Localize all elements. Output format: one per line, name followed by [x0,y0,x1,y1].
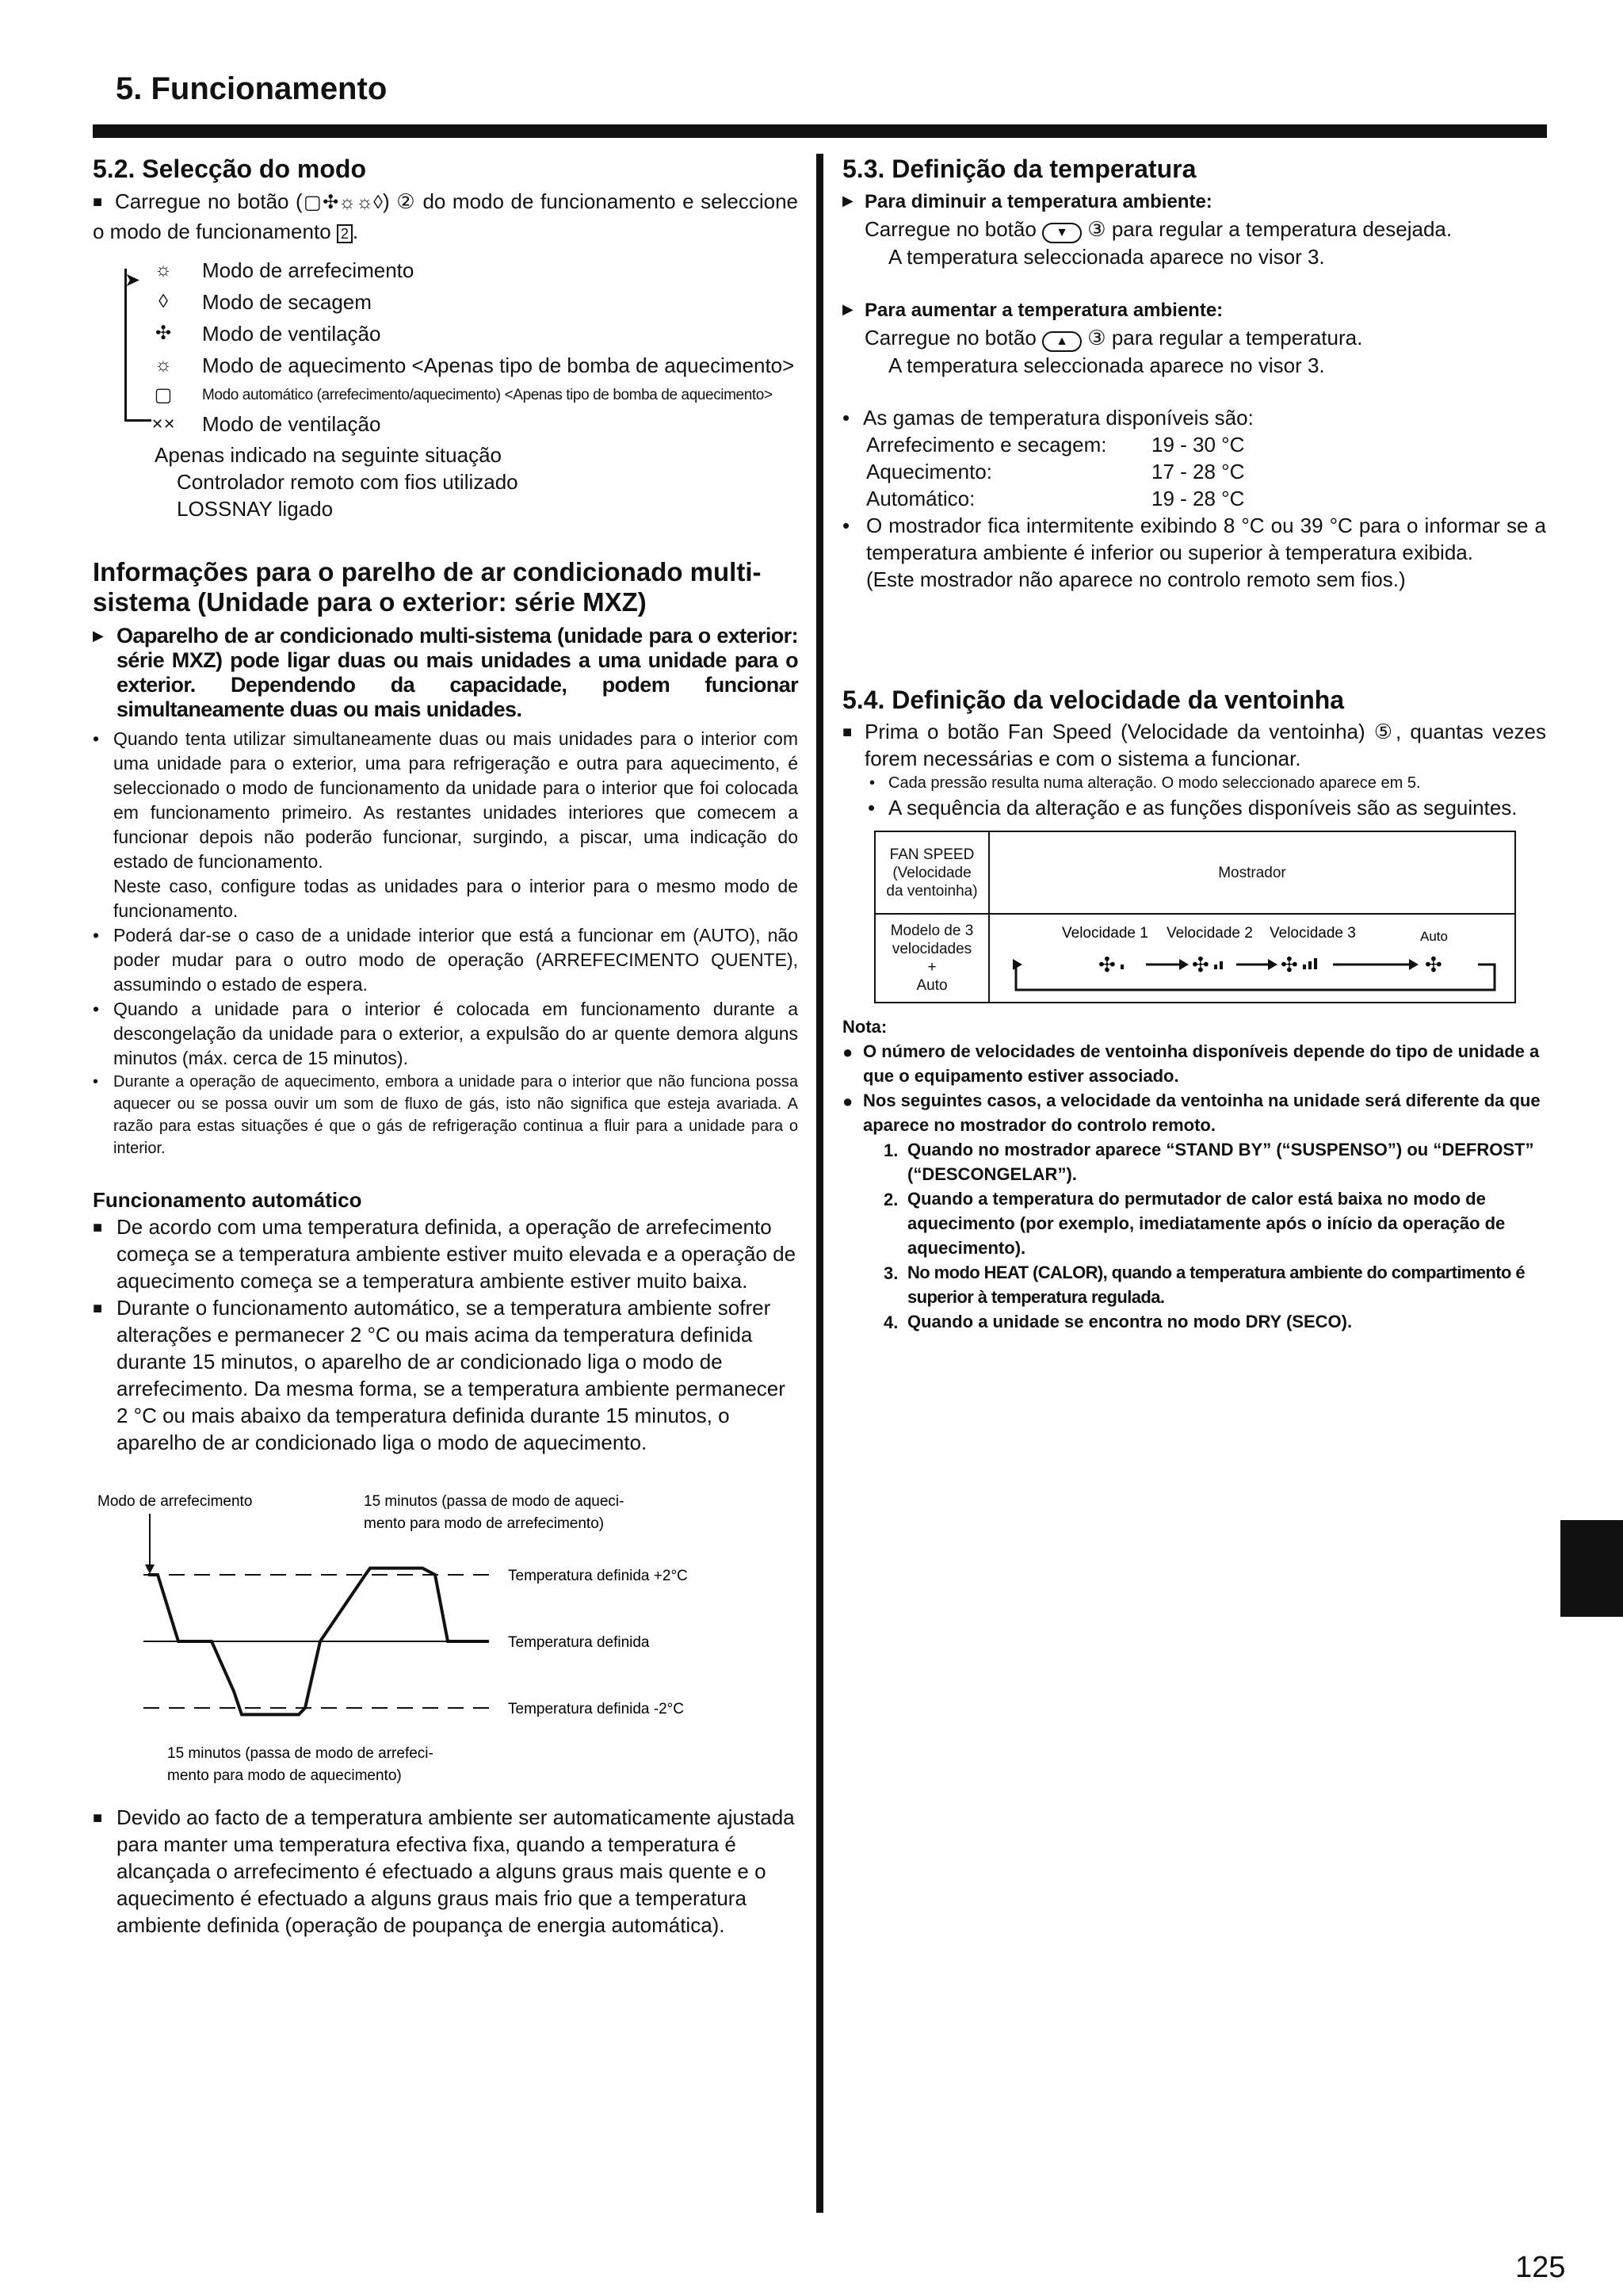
mode-cycle-list [93,256,798,436]
temp-down-button-icon: ▼ [1042,223,1082,243]
chart-label-15min-cool-2: mento para modo de arrefecimento) [364,1515,605,1532]
mode-button-icons: ▢✣☼☼◊ [302,192,384,213]
fan-speed-section [842,685,1546,1334]
column-divider [816,154,823,2213]
temp-down-title: ▶ Para diminuir a temperatura ambiente: [842,187,1546,216]
list-item: • Quando a unidade para o interior é colocada em funcionamento durante a descongelação da unidade para o exterior, a expulsão do ar quente demora alguns minutos (máx. cerca de 15 minutos). [93,999,798,1068]
mode-section-title: 5.2. Selecção do modo [93,155,366,183]
square-bullet-icon [842,718,865,746]
fan-press-note: • Cada pressão resulta numa alteração. O modo seleccionado aparece em 5. [869,774,1421,792]
mode-selection-section [93,154,798,522]
fan-speed-1-label: Velocidade 1 [1062,925,1148,942]
mode-item-cool: ☼ Modo de arrefecimento [151,256,414,285]
list-item: 3. No modo HEAT (CALOR), quando a temperatura ambiente do compartimento é superior à temperatura regulada. [884,1263,1525,1307]
temp-up-title: ▶ Para aumentar a temperatura ambiente: [842,296,1546,324]
fan-table-row-left: Modelo de 3 velocidades + Auto [875,914,989,1003]
page-number: 125 [1515,2251,1566,2284]
fan-speed-1-icon: ✣ [1098,953,1116,976]
temp-up-display-note: A temperatura seleccionada aparece no visor 3. [888,353,1325,377]
multi-system-notes [93,727,798,1159]
temperature-section [842,154,1546,593]
ventilation-mode-icon: ✕✕ [151,416,176,432]
chart-level-label: Temperatura definida [508,1634,650,1651]
chart-level-label: Temperatura definida +2°C [508,1568,688,1584]
list-item: • Quando tenta utilizar simultaneamente duas ou mais unidades para o interior com uma unidade para o exterior, uma para refrigeração e outra para aquecimento, é seleccionado o modo de funcionamento da unidade para o interior que foi colocada em funcionamento primeiro. As restantes unidades interiores que comecem a funcionar depois não poderão funcionar, surgindo, a piscar, uma indicação do estado de funcionamento. Neste caso, configure todas as unidades para o interior para o mesmo modo de funcionamento. [93,728,798,921]
section-tab-marker [1560,1520,1623,1617]
chart-pointer-arrowhead [145,1564,155,1574]
chart-label-15min-heat-2: mento para modo de aquecimento) [167,1767,402,1784]
nota-title: Nota: [842,1017,888,1037]
list-item: • O mostrador fica intermitente exibindo 8 °C ou 39 °C para o informar se a temperatura ambiente é inferior ou superior à temperatura exibida. (Este mostrador não aparece no controlo remoto sem fios.) [842,514,1546,591]
auto-operation-title: Funcionamento automático [93,1188,362,1212]
fan-mode-icon: ✣ [155,323,172,344]
multi-system-title: Informações para o parelho de ar condicionado multi-sistema (Unidade para o exterior: série MXZ) [93,557,762,617]
fan-table-head-right: Mostrador [989,831,1515,914]
dry-mode-icon: ◊ [158,291,168,312]
auto-mode-icon: ▢ [154,384,173,406]
fan-speed-2-label: Velocidade 2 [1167,925,1253,942]
temp-up-instruction: Carregue no botão ▲ ③ para regular a temperatura. [842,324,1546,352]
temp-up-button-icon: ▲ [1042,331,1082,352]
fan-notes [842,1014,1546,1334]
fan-speed-section-title: 5.4. Definição da velocidade da ventoinha [842,686,1345,714]
temp-down-display-note: A temperatura seleccionada aparece no visor 3. [888,245,1325,269]
triangle-bullet-icon [842,191,865,212]
multi-system-section [93,557,798,1159]
multi-system-lead: ▶ Oaparelho de ar condicionado multi-sistema (unidade para o exterior: série MXZ) pode ligar duas ou mais unidades a uma unidade para o exterior. Dependendo da capacidade, podem funcionar simultaneamente duas ou mais unidades. [93,624,798,722]
heat-mode-icon: ☼ [155,354,172,376]
fan-auto-label: Auto [1420,929,1448,944]
chart-label-15min-cool-1: 15 minutos (passa de modo de aqueci- [364,1493,624,1510]
fan-speed-2-icon: ✣ [1192,953,1209,976]
mode-item-dry: ◊ Modo de secagem [151,288,372,316]
temp-ranges [842,404,1546,593]
fan-cycle-arrowhead [1013,959,1022,970]
temp-range-table: Arrefecimento e secagem: 19 - 30 °C Aquecimento: 17 - 28 °C Automático: 19 - 28 °C [866,433,1245,510]
energy-saving-note [93,1804,798,1939]
cycle-arrow-icon: ➤ [124,269,141,291]
list-item: ■ Devido ao facto de a temperatura ambiente ser automaticamente ajustada para manter uma temperatura efectiva fixa, quando a temperatura é alcançada o arrefecimento é efectuado a alguns graus mais quente e o aquecimento é efectuado a alguns graus mais frio que a temperatura ambiente definida (operação de poupança de energia automática). [93,1804,798,1939]
temp-down-instruction: Carregue no botão ▼ ③ para regular a temperatura desejada. [842,216,1546,243]
mode-item-heat: ☼ Modo de aquecimento <Apenas tipo de bomba de aquecimento> [151,351,794,380]
fan-bar-icon [1121,965,1124,969]
chart-label-15min-heat-1: 15 minutos (passa de modo de arrefeci- [167,1745,433,1762]
square-bullet-icon [93,1213,115,1241]
ventilation-note: Apenas indicado na seguinte situação Controlador remoto com fios utilizado LOSSNAY ligado [155,443,518,521]
left-column [93,154,798,1456]
auto-operation-section [93,1186,798,1456]
fan-cases-list [842,1137,1546,1334]
chart-label-cool-mode: Modo de arrefecimento [97,1493,253,1510]
header-rule [93,124,1547,138]
fan-sequence-diagram [991,915,1514,1001]
mode-item-ventilation: ✕✕ Modo de ventilação [151,412,381,436]
triangle-bullet-icon [93,624,115,648]
list-item: 2. Quando a temperatura do permutador de calor está baixa no modo de aquecimento (por exemplo, imediatamente após o início da operação de aquecimento). [884,1189,1506,1258]
temp-ranges-intro: • As gamas de temperatura disponíveis são: [842,404,1546,431]
auto-mode-chart [93,1490,727,1791]
fan-speed-3-label: Velocidade 3 [1270,925,1356,942]
list-item: • Durante a operação de aquecimento, embora a unidade para o interior que não funciona possa aquecer ou se possa ouvir um som de fluxo de gás, isto não significa que esteja avariada. A razão para estas situações é que o gás de refrigeração continua a fluir para a unidade para o interior. [93,1073,798,1157]
square-bullet-icon [93,1804,115,1832]
list-item: ● O número de velocidades de ventoinha disponíveis depende do tipo de unidade a que o equipamento estiver associado. [842,1041,1540,1086]
right-column [842,154,1546,1334]
fan-table-head-left: FAN SPEED (Velocidade da ventoinha) [875,831,989,914]
display-ref-box: 2 [337,224,353,243]
temperature-section-title: 5.3. Definição da temperatura [842,155,1197,183]
cool-mode-icon: ☼ [155,259,172,281]
chart-level-label: Temperatura definida -2°C [508,1701,684,1717]
mode-item-fan: ✣ Modo de ventilação [151,319,380,348]
square-bullet-icon [93,189,115,213]
fan-auto-icon: ✣ [1425,953,1442,976]
list-item: ■ Durante o funcionamento automático, se a temperatura ambiente sofrer alterações e permanecer 2 °C ou mais acima da temperatura definida durante 15 minutos, o aparelho de ar condicionado liga o modo de arrefecimento. Da mesma forma, se a temperatura ambiente permanecer 2 °C ou mais abaixo da temperatura definida durante 15 minutos, o aparelho de ar condicionado liga o modo de aquecimento. [93,1294,798,1456]
list-item: ● Nos seguintes casos, a velocidade da ventoinha na unidade será diferente da que aparece no mostrador do controlo remoto. [842,1091,1541,1135]
page-title: 5. Funcionamento [116,71,388,106]
fan-speed-3-icon: ✣ [1281,953,1298,976]
mode-cycle-bracket-foot [124,419,151,422]
list-item: 1. Quando no mostrador aparece “STAND BY” (“SUSPENSO”) ou “DEFROST” (“DESCONGELAR”). [884,1140,1534,1184]
mode-item-auto: ▢ Modo automático (arrefecimento/aquecimento) <Apenas tipo de bomba de aquecimento> [151,381,773,410]
square-bullet-icon [93,1294,115,1322]
list-item: • Poderá dar-se o caso de a unidade interior que está a funcionar em (AUTO), não poder mudar para o outro modo de operação (ARREFECIMENTO QUENTE), assumindo o estado de espera. [93,925,798,995]
fan-sequence-note: • A sequência da alteração e as funções disponíveis são as seguintes. [868,796,1518,819]
fan-table-sequence [989,914,1515,1003]
fan-speed-table [874,831,1516,1003]
fan-speed-intro: ■ Prima o botão Fan Speed (Velocidade da ventoinha) ⑤, quantas vezes forem necessárias e com o sistema a funcionar. [842,718,1546,772]
triangle-bullet-icon [842,300,865,321]
list-item: ■ De acordo com uma temperatura definida, a operação de arrefecimento começa se a temperatura ambiente estiver muito elevada e a operação de aquecimento começa se a temperatura ambiente estiver muito baixa. [93,1213,798,1294]
mode-intro: ■ Carregue no botão (▢✣☼☼◊) ② do modo de funcionamento e seleccione o modo de funcionamento 2 . [93,187,798,248]
fan-cycle-return-line [1016,965,1495,990]
list-item: 4. Quando a unidade se encontra no modo DRY (SECO). [884,1312,1353,1332]
